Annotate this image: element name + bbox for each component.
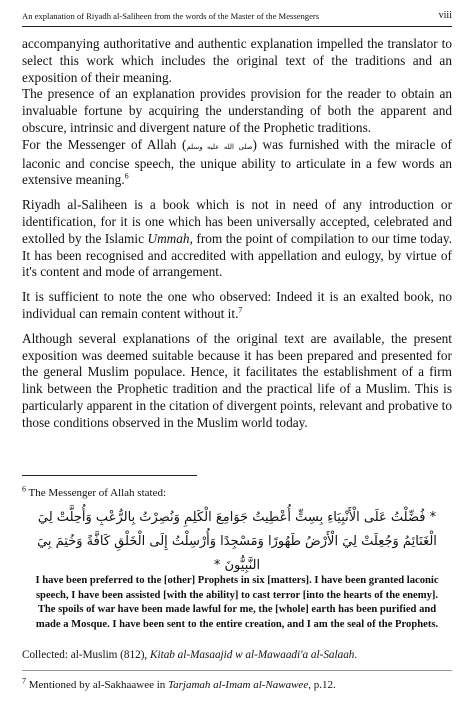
arabic-hadith-text: * فُضِّلْتُ عَلَى الْأَنْبِيَاءِ بِسِتٍّ أُعْطِيتُ جَوَامِعَ الْكَلِمِ وَنُصِرْتُ بِالرُّعْبِ وَأُحِلَّتْ لِيَ الْغَنَائِمُ وَجُعِلَتْ لِيَ الْأَرْضُ طَهُورًا وَمَسْجِدًا وَأُرْسِلْتُ إِلَى الْخَلْقِ كَافَّةً وَخُتِمَ بِيَ النَّبِيُّونَ * bbox=[37, 510, 437, 573]
footnote-7-book-title: Tarjamah al-Imam al-Nawawee bbox=[168, 679, 309, 691]
footnote-separator bbox=[22, 670, 452, 671]
paragraph-although: Although several explanations of the original text are available, the present exposition was deemed suitable because it has been prepared and presented for the general Muslim populace. Hence, it facilitates the establishment of a firm link between the Prophetic tradition and the practical life of a Muslim. This is particularly apparent in the citation of divergent points, relevant and probative to those conditions observed in the Muslim world today. bbox=[22, 330, 452, 430]
arabic-salutation: صلى الله عليه وسلم bbox=[186, 142, 253, 151]
paragraph-presence: The presence of an explanation provides provision for the reader to obtain an invaluable fortune by acquiring the understanding of both the apparent and obscure, intrinsic and divergent nature of the Prophetic traditions. bbox=[22, 86, 452, 135]
collected-citation bbox=[22, 648, 452, 662]
ummah-term: Ummah bbox=[147, 230, 190, 246]
footnote-6 bbox=[22, 486, 452, 500]
footnote-7-text-before: Mentioned by al-Sakhaawee in bbox=[26, 679, 169, 691]
footnote-6-number: 6 bbox=[22, 484, 26, 494]
header-title: An explanation of Riyadh al-Saliheen from the words of the Master of the Messengers bbox=[22, 11, 320, 21]
running-header bbox=[22, 6, 452, 27]
paragraph-riyadh bbox=[22, 197, 452, 281]
paragraph-sufficient bbox=[22, 289, 452, 323]
page-number: viii bbox=[438, 10, 452, 21]
sufficient-text: It is sufficient to note the one who observed: Indeed it is an exalted book, no individual can remain content without it. bbox=[22, 289, 452, 321]
messenger-text-before: For the Messenger of Allah ( bbox=[22, 136, 187, 152]
collected-text-after: . bbox=[354, 649, 358, 661]
footnote-7-number: 7 bbox=[22, 676, 26, 686]
paragraph-accompanying: accompanying authoritative and authentic explanation impelled the translator to select this work which includes the original text of the traditions and an exposition of their meaning. bbox=[22, 36, 452, 85]
collected-book-title: Kitab al-Masaajid w al-Mawaadi'a al-Salaah bbox=[150, 649, 355, 661]
footnote-6-text: The Messenger of Allah stated: bbox=[26, 487, 167, 499]
footnote-7-text-after: , p.12. bbox=[308, 679, 336, 691]
footnote-7 bbox=[22, 678, 452, 692]
footnote-ref-6[interactable]: 6 bbox=[124, 171, 129, 181]
riyadh-text-before: Riyadh al-Saliheen is a book which is not in need of any introduction or identification, for it is one which has been universally accepted, celebrated and extolled by the Islamic bbox=[22, 197, 452, 246]
body-text bbox=[22, 36, 452, 432]
messenger-text-after: ) was furnished with the miracle of laconic and concise speech, the unique ability to articulate in a few words an extensive meaning. bbox=[22, 136, 452, 188]
footnote-divider bbox=[22, 475, 197, 476]
paragraph-messenger bbox=[22, 137, 452, 189]
footnote-ref-7[interactable]: 7 bbox=[238, 305, 243, 315]
riyadh-text-after: , from the point of compilation to our time today. It has been recognised and accredited with appellation and eulogy, by virtue of it's content and mode of arrangement. bbox=[22, 230, 453, 280]
hadith-translation: I have been preferred to the [other] Prophets in six [matters]. I have been granted laconic speech, I have been assisted [with the ability] to cast terror [into the hearts of the enemy]. The spoils of war have been made lawful for me, the [whole] earth has been purified and made a Mosque. I have been sent to the entire creation, and I am the seal of the Prophets. bbox=[35, 575, 439, 630]
collected-text-before: Collected: al-Muslim (812), bbox=[22, 649, 151, 661]
